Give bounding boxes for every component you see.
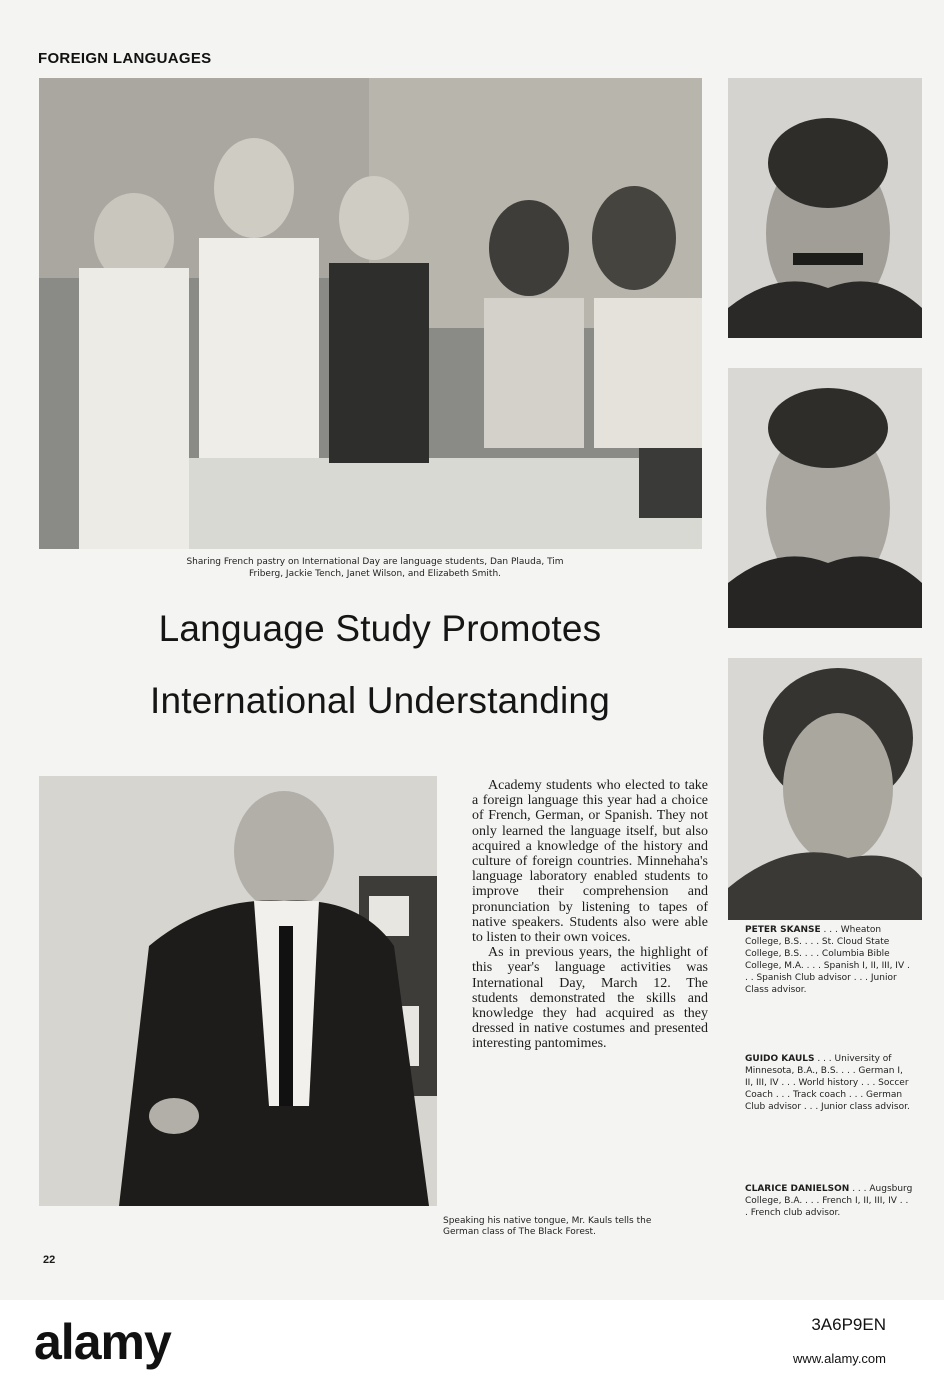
watermark-url: www.alamy.com	[793, 1351, 886, 1366]
bio-clarice-danielson	[745, 1183, 913, 1219]
bio-name: GUIDO KAULS	[745, 1054, 815, 1064]
watermark-logo: alamy	[34, 1314, 171, 1370]
group-photo-caption: Sharing French pastry on International Day are language students, Dan Plauda, Tim Friberg, Jackie Tench, Janet Wilson, and Elizabeth Smith.	[186, 557, 564, 579]
bio-details: . . . Wheaton College, B.S. . . . St. Cloud State College, B.S. . . . Columbia Bible College, M.A. . . . Spanish I, II, III, IV . . . Spanish Club advisor . . . Junior Class advisor.	[745, 925, 910, 995]
portrait-clarice-danielson	[728, 658, 922, 920]
portrait-peter-skanse	[728, 78, 922, 338]
bio-details: . . . Augsburg College, B.A. . . . French I, II, III, IV . . . French club advisor.	[745, 1184, 913, 1218]
article-paragraph: As in previous years, the highlight of this year's language activities was International Day, March 12. The students demonstrated the skills and knowledge they had acquired as they dressed in native costumes and presented interesting pantomimes.	[472, 945, 708, 1052]
headline-line-1: Language Study Promotes	[158, 608, 602, 649]
bio-name: PETER SKANSE	[745, 925, 821, 935]
headline-line-2: International Understanding	[150, 680, 610, 721]
teacher-photo	[39, 776, 437, 1206]
bio-guido-kauls	[745, 1053, 913, 1113]
bio-peter-skanse	[745, 924, 913, 996]
portrait-guido-kauls	[728, 368, 922, 628]
bio-name: CLARICE DANIELSON	[745, 1184, 850, 1194]
group-photo	[39, 78, 702, 549]
teacher-photo-caption: Speaking his native tongue, Mr. Kauls tells the German class of The Black Forest.	[443, 1216, 652, 1237]
article-paragraph: Academy students who elected to take a foreign language this year had a choice of French, German, or Spanish. They not only learned the language itself, but also acquired a knowledge of the history and culture of foreign countries. Minnehaha's language laboratory enabled students to improve their comprehension and pronunciation by listening to tapes of native speakers. Students also were able to listen to their own voices.	[472, 778, 708, 946]
section-heading: FOREIGN LANGUAGES	[38, 50, 212, 67]
watermark-image-id: 3A6P9EN	[811, 1315, 886, 1334]
article-body	[472, 778, 708, 1052]
bio-details: . . . University of Minnesota, B.A., B.S. . . . German I, II, III, IV . . . World history . . . Soccer Coach . . . Track coach . . . German Club advisor . . . Junior class advisor.	[745, 1054, 910, 1112]
page-number: 22	[43, 1254, 56, 1266]
